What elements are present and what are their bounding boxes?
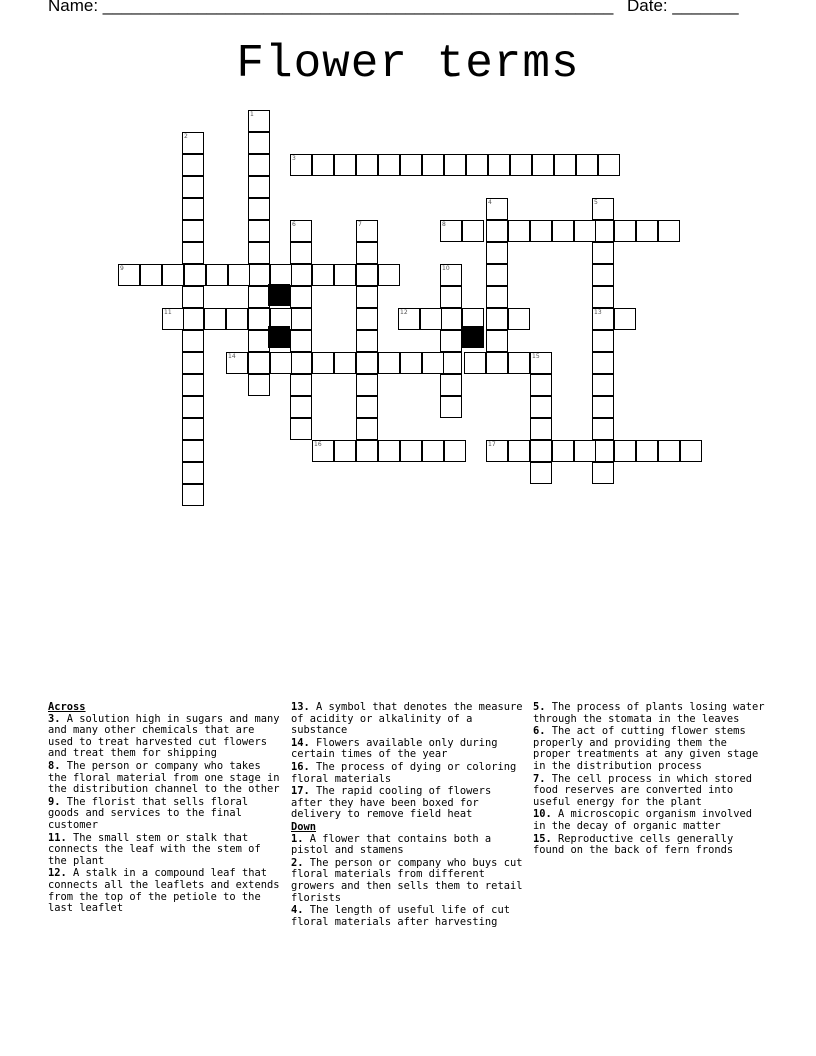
clue-text: The act of cutting flower stems properly and providing them the proper treatments at any given stage in the distribution process [533, 725, 759, 772]
crossword-cell[interactable] [530, 220, 552, 242]
clue-number: 2. [291, 856, 304, 869]
clue-item [48, 868, 280, 914]
clue-number: 8. [48, 759, 61, 772]
clue-text: The cell process in which stored food reserves are converted into useful energy for the plant [533, 772, 752, 808]
crossword-cell[interactable] [182, 374, 204, 396]
crossword-cell[interactable] [248, 132, 270, 154]
clue-text: Reproductive cells generally found on the back of fern fronds [533, 832, 734, 857]
blocked-cell [268, 326, 290, 348]
crossword-cell[interactable] [182, 484, 204, 506]
crossword-cell[interactable] [532, 154, 554, 176]
crossword-cell[interactable] [486, 308, 508, 330]
crossword-cell[interactable] [182, 418, 204, 440]
crossword-cell[interactable] [486, 330, 508, 352]
clue-number: 15. [533, 832, 552, 845]
crossword-cell[interactable] [140, 264, 162, 286]
clue-item [291, 905, 523, 928]
crossword-cell[interactable] [576, 154, 598, 176]
crossword-cell[interactable] [182, 286, 204, 308]
crossword-cell[interactable] [592, 286, 614, 308]
crossword-cell[interactable] [598, 154, 620, 176]
clue-item [291, 762, 523, 785]
crossword-cell[interactable] [184, 264, 206, 286]
crossword-cell[interactable] [614, 220, 636, 242]
crossword-cell[interactable] [334, 352, 356, 374]
clue-item [291, 858, 523, 904]
crossword-cell[interactable] [552, 440, 574, 462]
clues-column-2 [291, 702, 523, 929]
clue-number: 5. [533, 701, 546, 713]
clue-item [48, 833, 280, 868]
crossword-cell[interactable] [228, 264, 250, 286]
crossword-cell[interactable] [248, 154, 270, 176]
clue-number-label: 12 [400, 309, 408, 316]
crossword-cell[interactable] [356, 286, 378, 308]
clue-text: A stalk in a compound leaf that connects all the leaflets and extends from the top of the petiole to the last leaflet [48, 867, 280, 915]
clue-item [291, 738, 523, 761]
crossword-cell[interactable] [554, 154, 576, 176]
crossword-cell[interactable] [378, 264, 400, 286]
crossword-cell[interactable] [422, 352, 444, 374]
crossword-cell[interactable] [440, 308, 462, 330]
clue-number: 3. [48, 712, 61, 725]
crossword-cell[interactable] [182, 396, 204, 418]
crossword-cell[interactable] [248, 176, 270, 198]
down-heading: Down [291, 820, 317, 833]
page-title: Flower terms [236, 38, 580, 90]
crossword-cell[interactable] [290, 352, 312, 374]
clue-number: 16. [291, 760, 310, 773]
crossword-cell[interactable] [444, 440, 466, 462]
crossword-cell[interactable] [444, 154, 466, 176]
clue-number-label: 16 [314, 441, 322, 448]
crossword-cell[interactable] [312, 264, 334, 286]
crossword-cell[interactable] [462, 220, 484, 242]
clue-number-label: 17 [488, 441, 496, 448]
clue-text: The person or company who takes the floral material from one stage in the distribution channel to the other [48, 759, 280, 796]
crossword-cell[interactable] [530, 396, 552, 418]
clue-number-label: 9 [120, 265, 124, 272]
clue-number-label: 1 [250, 111, 254, 118]
crossword-cell[interactable] [182, 220, 204, 242]
crossword-cell[interactable] [182, 176, 204, 198]
crossword-grid [0, 0, 816, 520]
crossword-cell[interactable] [440, 396, 462, 418]
clue-number: 14. [291, 736, 310, 749]
crossword-cell[interactable] [182, 440, 204, 462]
crossword-cell[interactable] [658, 440, 680, 462]
crossword-cell[interactable] [270, 264, 292, 286]
name-field-label: Name: ______________________________________________________ [48, 0, 614, 15]
crossword-cell[interactable] [248, 198, 270, 220]
clue-item [533, 726, 765, 772]
crossword-cell[interactable] [182, 330, 204, 352]
crossword-cell[interactable] [248, 374, 270, 396]
crossword-cell[interactable] [182, 242, 204, 264]
crossword-cell[interactable] [378, 440, 400, 462]
crossword-cell[interactable] [440, 330, 462, 352]
crossword-cell[interactable] [592, 462, 614, 484]
crossword-cell[interactable] [486, 242, 508, 264]
clue-number-label: 15 [532, 353, 540, 360]
crossword-cell[interactable] [162, 264, 184, 286]
crossword-cell[interactable] [486, 286, 508, 308]
crossword-cell[interactable] [592, 264, 614, 286]
crossword-cell[interactable] [592, 330, 614, 352]
crossword-cell[interactable] [182, 462, 204, 484]
crossword-cell[interactable] [614, 440, 636, 462]
crossword-cell[interactable] [356, 374, 378, 396]
clue-number-label: 2 [184, 133, 188, 140]
clue-number-label: 7 [358, 221, 362, 228]
crossword-cell[interactable] [204, 308, 226, 330]
clues-column-1 [48, 702, 280, 916]
clue-text: The length of useful life of cut floral materials after harvesting [291, 904, 510, 928]
clue-number: 11. [48, 831, 67, 844]
clue-text: The process of dying or coloring floral materials [291, 760, 517, 785]
crossword-cell[interactable] [248, 286, 270, 308]
clues-column-3 [533, 702, 765, 858]
blocked-cell [462, 326, 484, 348]
crossword-cell[interactable] [422, 154, 444, 176]
crossword-cell[interactable] [248, 330, 270, 352]
clue-number-label: 13 [594, 309, 602, 316]
clue-item [533, 702, 765, 725]
clue-number: 6. [533, 725, 546, 738]
clue-text: The rapid cooling of flowers after they have been boxed for delivery to remove field heat [291, 785, 492, 821]
crossword-cell[interactable] [378, 352, 400, 374]
clue-item [533, 809, 765, 832]
across-heading: Across [48, 701, 86, 713]
clue-number: 9. [48, 795, 61, 808]
clue-number-label: 10 [442, 265, 450, 272]
crossword-cell[interactable] [508, 440, 530, 462]
clue-text: A solution high in sugars and many and many other chemicals that are used to treat harvested cut flowers and treat them for shipping [48, 712, 280, 760]
crossword-cell[interactable] [248, 242, 270, 264]
crossword-cell[interactable] [356, 396, 378, 418]
crossword-cell[interactable] [400, 154, 422, 176]
clue-number-label: 3 [292, 155, 296, 162]
crossword-cell[interactable] [290, 264, 312, 286]
clue-text: Flowers available only during certain times of the year [291, 736, 498, 761]
crossword-cell[interactable] [248, 308, 270, 330]
clue-text: The process of plants losing water through the stomata in the leaves [533, 701, 765, 725]
crossword-cell[interactable] [356, 154, 378, 176]
clue-item [533, 834, 765, 857]
crossword-cell[interactable] [614, 308, 636, 330]
crossword-cell[interactable] [334, 264, 356, 286]
blocked-cell [268, 284, 290, 306]
clue-item [48, 797, 280, 832]
crossword-cell[interactable] [312, 154, 334, 176]
crossword-cell[interactable] [574, 440, 596, 462]
crossword-cell[interactable] [508, 220, 530, 242]
crossword-cell[interactable] [488, 154, 510, 176]
crossword-cell[interactable] [290, 308, 312, 330]
crossword-cell[interactable] [658, 220, 680, 242]
crossword-cell[interactable] [334, 154, 356, 176]
crossword-cell[interactable] [290, 418, 312, 440]
crossword-cell[interactable] [270, 352, 292, 374]
clue-number: 17. [291, 785, 310, 798]
clue-item [291, 786, 523, 821]
crossword-cell[interactable] [508, 308, 530, 330]
clue-number: 13. [291, 701, 310, 713]
crossword-cell[interactable] [636, 220, 658, 242]
crossword-cell[interactable] [182, 308, 204, 330]
crossword-cell[interactable] [290, 242, 312, 264]
crossword-cell[interactable] [290, 396, 312, 418]
crossword-cell[interactable] [680, 440, 702, 462]
crossword-cell[interactable] [486, 352, 508, 374]
crossword-cell[interactable] [592, 396, 614, 418]
crossword-cell[interactable] [312, 352, 334, 374]
clue-item [48, 714, 280, 760]
clue-number: 10. [533, 808, 552, 821]
clue-text: A microscopic organism involved in the decay of organic matter [533, 808, 752, 832]
date-field-label: Date: _______ [627, 0, 739, 15]
crossword-cell[interactable] [356, 352, 378, 374]
crossword-cell[interactable] [356, 264, 378, 286]
crossword-cell[interactable] [182, 154, 204, 176]
crossword-cell[interactable] [378, 154, 400, 176]
crossword-cell[interactable] [400, 352, 422, 374]
crossword-cell[interactable] [400, 440, 422, 462]
crossword-cell[interactable] [226, 308, 248, 330]
clue-text: The small stem or stalk that connects the leaf with the stem of the plant [48, 831, 261, 867]
clue-text: A flower that contains both a pistol and stamens [291, 832, 492, 857]
crossword-cell[interactable] [356, 440, 378, 462]
crossword-cell[interactable] [248, 220, 270, 242]
crossword-cell[interactable] [422, 440, 444, 462]
crossword-cell[interactable] [530, 418, 552, 440]
clue-text: The florist that sells floral goods and services to the final customer [48, 795, 249, 831]
crossword-cell[interactable] [356, 242, 378, 264]
clue-item [48, 761, 280, 796]
crossword-cell[interactable] [206, 264, 228, 286]
crossword-cell[interactable] [466, 154, 488, 176]
crossword-cell[interactable] [440, 374, 462, 396]
crossword-cell[interactable] [530, 462, 552, 484]
clue-text: The person or company who buys cut floral materials from different growers and then sells them to retail florists [291, 856, 523, 904]
clue-number-label: 14 [228, 353, 236, 360]
crossword-cell[interactable] [356, 418, 378, 440]
clue-number-label: 11 [164, 309, 172, 316]
crossword-cell[interactable] [182, 198, 204, 220]
crossword-cell[interactable] [530, 440, 552, 462]
crossword-cell[interactable] [334, 440, 356, 462]
clue-number: 1. [291, 832, 304, 845]
crossword-cell[interactable] [574, 220, 596, 242]
crossword-cell[interactable] [182, 352, 204, 374]
crossword-cell[interactable] [510, 154, 532, 176]
crossword-cell[interactable] [486, 220, 508, 242]
crossword-cell[interactable] [356, 330, 378, 352]
clue-number-label: 5 [594, 199, 598, 206]
crossword-cell[interactable] [486, 264, 508, 286]
crossword-cell[interactable] [290, 286, 312, 308]
clue-number: 7. [533, 772, 546, 785]
clue-number: 4. [291, 904, 304, 917]
clue-text: A symbol that denotes the measure of acidity or alkalinity of a substance [291, 701, 523, 737]
crossword-cell[interactable] [592, 242, 614, 264]
clue-item [533, 774, 765, 809]
crossword-cell[interactable] [248, 352, 270, 374]
clue-number-label: 6 [292, 221, 296, 228]
crossword-cell[interactable] [420, 308, 442, 330]
crossword-cell[interactable] [508, 352, 530, 374]
crossword-cell[interactable] [356, 308, 378, 330]
crossword-cell[interactable] [290, 374, 312, 396]
crossword-cell[interactable] [464, 352, 486, 374]
clue-item [291, 834, 523, 857]
crossword-cell[interactable] [530, 374, 552, 396]
clue-number: 12. [48, 867, 67, 880]
clue-item [291, 702, 523, 737]
crossword-cell[interactable] [248, 264, 270, 286]
crossword-cell[interactable] [290, 330, 312, 352]
clue-number-label: 4 [488, 199, 492, 206]
crossword-cell[interactable] [440, 286, 462, 308]
clue-number-label: 8 [442, 221, 446, 228]
crossword-cell[interactable] [592, 418, 614, 440]
crossword-cell[interactable] [592, 374, 614, 396]
crossword-cell[interactable] [636, 440, 658, 462]
crossword-cell[interactable] [592, 352, 614, 374]
crossword-cell[interactable] [552, 220, 574, 242]
